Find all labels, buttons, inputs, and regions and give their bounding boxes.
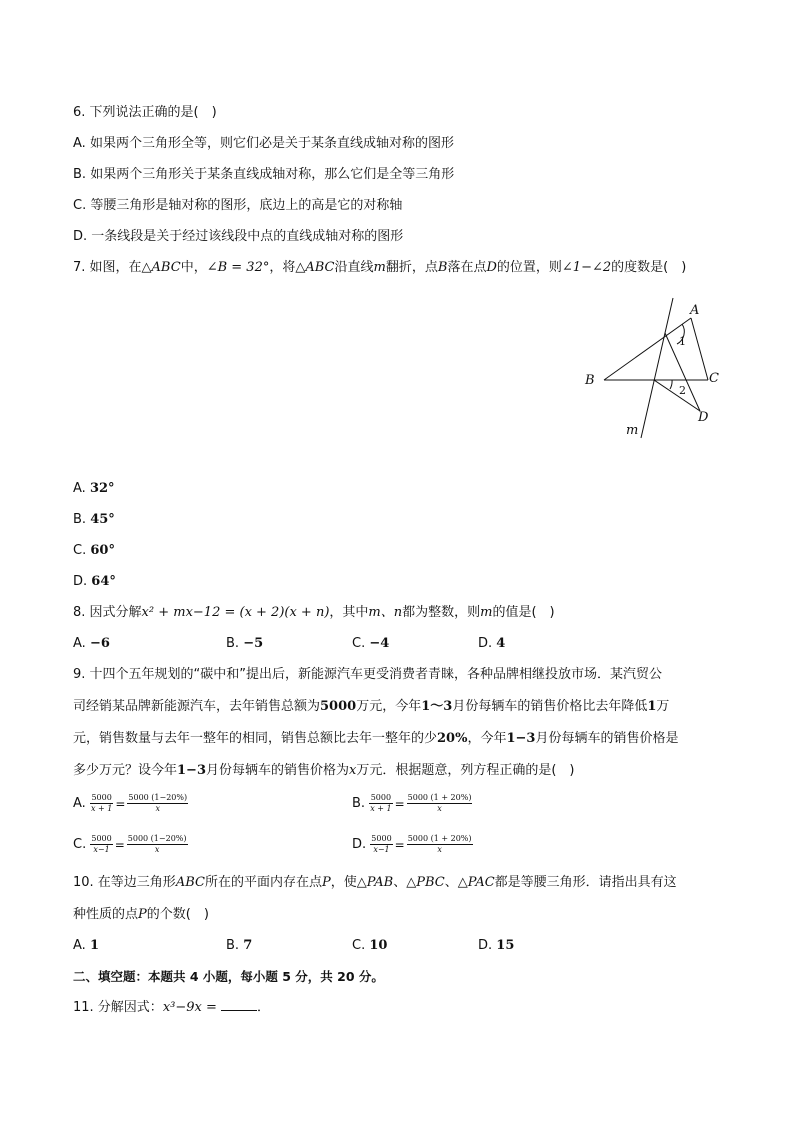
q6-option-d: D. 一条线段是关于经过该线段中点的直线成轴对称的图形 <box>73 229 404 244</box>
q9-line-1: 9. 十四个五年规划的“碳中和”提出后，新能源汽车更受消费者青睐，各种品牌相继投放市场．某汽贸公 <box>73 667 663 682</box>
q9-line-4: 多少万元？设今年1−3月份每辆车的销售价格为x万元．根据题意，列方程正确的是( ) <box>73 763 575 778</box>
section-heading: 二、填空题：本题共 4 小题，每小题 5 分，共 20 分。 <box>73 969 384 984</box>
fraction: $\frac{5000 (1-20\%)}{x}$ <box>127 834 187 854</box>
q7-option-b: B. 45° <box>73 512 115 527</box>
fraction: $\frac{5000}{x + 1}$ <box>370 793 392 813</box>
q10-line-1: 10. 在等边三角形ABC所在的平面内存在点P，使△PAB、△PBC、△PAC都是等腰三角形．请指出具有这 <box>73 875 677 890</box>
q6-option-a: A. 如果两个三角形全等，则它们必是关于某条直线成轴对称的图形 <box>73 136 454 151</box>
q8-option-b: B. −5 <box>226 636 264 651</box>
q8-option-c: C. −4 <box>352 636 390 651</box>
line-m <box>641 298 673 438</box>
fraction: $\frac{5000}{x-1}$ <box>91 834 112 854</box>
q9-line-2: 司经销某品牌新能源汽车，去年销售总额为5000万元，今年1～3月份每辆车的销售价格比去年降低1万 <box>73 699 670 714</box>
fraction: $\frac{5000 (1 + 20\%)}{x}$ <box>407 834 472 854</box>
q8-option-d: D. 4 <box>478 636 506 651</box>
segment-ac <box>691 318 708 380</box>
label-a: A <box>690 303 700 318</box>
label-b: B <box>585 373 595 388</box>
q6-option-c: C. 等腰三角形是轴对称的图形，底边上的高是它的对称轴 <box>73 198 403 213</box>
q9-option-a: A. $\frac{5000}{x + 1}$ = $\frac{5000 (1-20\%)}{x}$ <box>73 793 188 813</box>
q6-option-b: B. 如果两个三角形关于某条直线成轴对称，那么它们是全等三角形 <box>73 167 455 182</box>
q10-option-b: B. 7 <box>226 938 253 953</box>
q9-line-3: 元，销售数量与去年一整年的相同，销售总额比去年一整年的少20%，今年1−3月份每辆车的销售价格是 <box>73 731 679 746</box>
label-c: C <box>709 371 719 386</box>
q6-stem: 6. 下列说法正确的是( ) <box>73 105 217 120</box>
q9-option-d: D. $\frac{5000}{x-1}$ = $\frac{5000 (1 + 20\%)}{x}$ <box>352 834 472 854</box>
q8-option-a: A. −6 <box>73 636 110 651</box>
q7-option-c: C. 60° <box>73 543 115 558</box>
label-angle-1: 1 <box>679 335 686 348</box>
q8-stem: 8. 因式分解x² + mx−12 = (x + 2)(x + n)，其中m、n都为整数，则m的值是( ) <box>73 605 555 620</box>
q10-option-c: C. 10 <box>352 938 388 953</box>
fraction: $\frac{5000 (1-20\%)}{x}$ <box>128 793 188 813</box>
answer-blank[interactable] <box>221 998 257 1011</box>
q11-stem: 11. 分解因式：x³−9x = ． <box>73 1000 271 1015</box>
fraction: $\frac{5000 (1 + 20\%)}{x}$ <box>407 793 472 813</box>
label-d: D <box>698 410 709 425</box>
label-m: m <box>626 423 639 438</box>
q7-option-a: A. 32° <box>73 481 115 496</box>
q9-option-c: C. $\frac{5000}{x-1}$ = $\frac{5000 (1-20\%)}{x}$ <box>73 834 187 854</box>
q10-line-2: 种性质的点P的个数( ) <box>73 907 209 922</box>
angle-2-arc <box>670 380 672 389</box>
fraction: $\frac{5000}{x-1}$ <box>371 834 392 854</box>
segment-ba <box>604 318 691 380</box>
q7-option-d: D. 64° <box>73 574 116 589</box>
q10-option-a: A. 1 <box>73 938 99 953</box>
fraction: $\frac{5000}{x + 1}$ <box>90 793 113 813</box>
q7-figure <box>578 290 728 440</box>
q9-option-b: B. $\frac{5000}{x + 1}$ = $\frac{5000 (1 + 20\%)}{x}$ <box>352 793 472 813</box>
q7-stem: 7. 如图，在△ABC中，∠B = 32°，将△ABC沿直线m翻折，点B落在点D的位置，则∠1−∠2的度数是( ) <box>73 260 687 275</box>
label-angle-2: 2 <box>679 384 686 397</box>
q10-option-d: D. 15 <box>478 938 515 953</box>
